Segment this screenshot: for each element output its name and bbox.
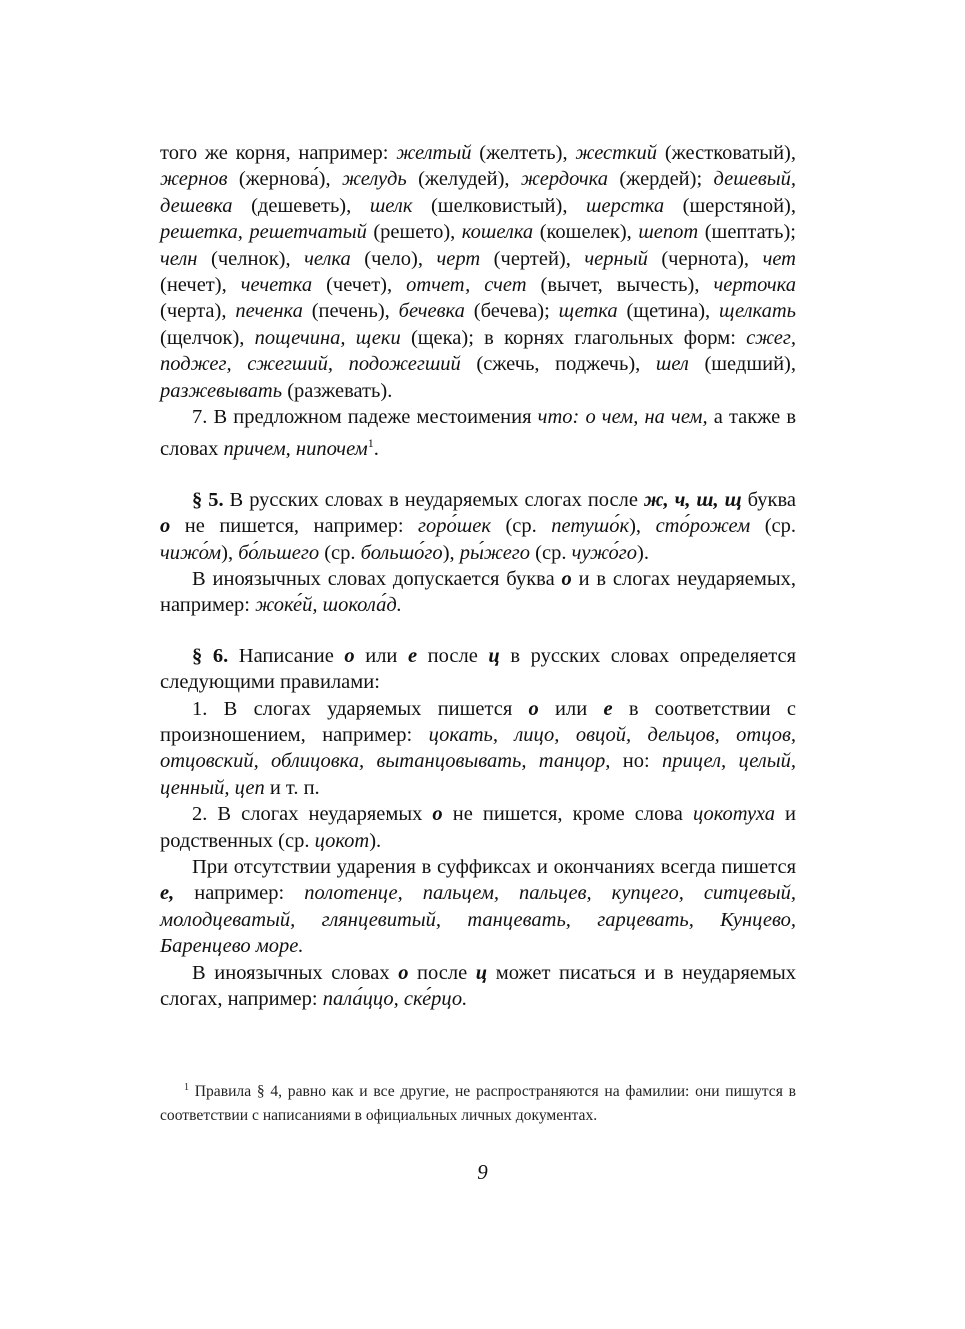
footnote bbox=[160, 1076, 796, 1127]
text-run: (шептать); bbox=[698, 221, 796, 244]
text-run: В русских словах в неударяемых слогах после bbox=[223, 488, 644, 511]
text-run: (кошелек), bbox=[533, 221, 639, 244]
text-run: жердочка bbox=[520, 168, 608, 191]
text-run: о bbox=[398, 961, 409, 984]
text-run: щелкать bbox=[719, 300, 796, 323]
text-run: (чело), bbox=[350, 247, 437, 270]
text-run: е bbox=[407, 644, 418, 667]
text-run: (желудей), bbox=[406, 168, 521, 191]
text-run: (щека); в корнях глагольных форм: bbox=[400, 326, 747, 349]
text-run: ), bbox=[629, 515, 656, 538]
text-run: е bbox=[603, 697, 613, 720]
text-run: ц bbox=[475, 961, 488, 984]
text-run: чужо́го bbox=[571, 541, 638, 564]
text-run: шелк bbox=[369, 194, 413, 217]
text-run: может писаться и в неударяемых слогах, например: bbox=[160, 961, 796, 1011]
text-run: сжег, поджег, сжегший, подожегший bbox=[160, 326, 796, 376]
text-run: пала́ццо, ске́рцо. bbox=[322, 988, 468, 1011]
text-run: Правила § 4, равно как и все другие, не распространяются на фамилии: они пишутся в соответствии с написаниями в официальных личных документах. bbox=[160, 1083, 796, 1124]
text-run: бечевка bbox=[398, 300, 465, 323]
text-run: (дешеветь), bbox=[232, 194, 370, 217]
text-run: о bbox=[528, 697, 539, 720]
text-run: ры́жего bbox=[459, 541, 531, 564]
section-6-unstressed bbox=[160, 854, 796, 960]
text-run: (чечет), bbox=[312, 274, 407, 297]
page-number: 9 bbox=[477, 1160, 488, 1184]
text-run: (ср. bbox=[750, 515, 796, 538]
text-run: ц bbox=[488, 644, 500, 667]
text-run: ). bbox=[637, 541, 649, 564]
text-run: ж, ч, ш, щ bbox=[643, 488, 742, 511]
text-run: (чертей), bbox=[480, 247, 585, 270]
text-run: ), bbox=[442, 541, 460, 564]
text-run: например: bbox=[174, 882, 305, 905]
text-run: черный bbox=[584, 247, 648, 270]
text-run: шепот bbox=[638, 221, 699, 244]
text-run: цокать, лицо, овцой, дельцов, отцов, отцовский, облицовка, вытанцовывать, танцор, bbox=[160, 723, 796, 773]
text-run: бо́льшего bbox=[238, 541, 320, 564]
section-5-foreign-words bbox=[160, 566, 796, 619]
text-run: щетка bbox=[558, 300, 618, 323]
text-run: (вычет, вычесть), bbox=[526, 274, 714, 297]
text-run: желтый bbox=[396, 142, 472, 164]
text-run: Написание bbox=[228, 644, 345, 667]
text-run: (решето), bbox=[366, 221, 462, 244]
text-run: о bbox=[561, 567, 572, 590]
text-run: шерстка bbox=[586, 194, 665, 217]
text-run: того же корня, например: bbox=[160, 142, 397, 164]
text-run: пощечина, щеки bbox=[254, 326, 401, 349]
text-run: § 6. bbox=[192, 644, 229, 667]
text-run: (щетина), bbox=[617, 300, 720, 323]
text-run: челн bbox=[160, 247, 198, 270]
text-run: (чернота), bbox=[647, 247, 763, 270]
text-run: 1 bbox=[184, 1082, 189, 1093]
text-run: в русских словах определяется следующими правилами: bbox=[160, 644, 796, 694]
text-run: в соответствии с произношением, например: bbox=[160, 697, 796, 746]
text-run: (жернова́), bbox=[227, 168, 342, 191]
text-run: 2. В слогах неударяемых bbox=[192, 803, 433, 826]
text-run: что: о чем, на чем, bbox=[537, 406, 708, 429]
page-body bbox=[160, 140, 796, 1012]
text-run: 1 bbox=[367, 436, 374, 451]
text-run: сто́рожем bbox=[655, 515, 751, 538]
text-run: и в слогах неударяемых, например: bbox=[160, 567, 796, 617]
text-run: жоке́й, шокола́д. bbox=[255, 594, 402, 617]
text-run: (сжечь, поджечь), bbox=[460, 353, 656, 376]
text-run: (черта), bbox=[160, 300, 236, 323]
rule-7-paragraph bbox=[160, 404, 796, 463]
text-run: 7. В предложном падеже местоимения bbox=[192, 406, 538, 429]
text-run: черточка bbox=[713, 274, 796, 297]
text-run: о bbox=[160, 515, 171, 538]
text-run: большо́го bbox=[360, 541, 443, 564]
text-run: челка bbox=[304, 247, 351, 270]
text-run: . bbox=[373, 438, 379, 461]
section-6-foreign-words bbox=[160, 960, 796, 1013]
text-run: чечетка bbox=[240, 274, 313, 297]
text-run: е, bbox=[160, 882, 175, 905]
section-6-intro bbox=[160, 643, 796, 696]
text-run: причем, нипочем bbox=[223, 438, 368, 461]
section-6-rule-2 bbox=[160, 801, 796, 854]
text-run: отчет, счет bbox=[406, 274, 527, 297]
text-run: чижо́м bbox=[160, 541, 222, 564]
text-run: (шелковистый), bbox=[412, 194, 587, 217]
text-run: (бечева); bbox=[464, 300, 559, 323]
section-5-paragraph bbox=[160, 487, 796, 566]
text-run: горо́шек bbox=[418, 515, 491, 538]
text-run: В иноязычных словах допускается буква bbox=[192, 567, 562, 590]
text-run: (жердей); bbox=[608, 168, 714, 191]
text-run: § 5. bbox=[192, 488, 224, 511]
text-run: или bbox=[354, 644, 408, 667]
text-run: разжевывать bbox=[160, 379, 283, 402]
text-run: решетка, решетчатый bbox=[160, 221, 367, 244]
text-run: петушо́к bbox=[551, 515, 630, 538]
text-run: 1. В слогах ударяемых пишется bbox=[192, 697, 529, 720]
text-run: шел bbox=[655, 353, 689, 376]
text-run: буква bbox=[741, 488, 797, 511]
text-run: жесткий bbox=[575, 142, 658, 164]
text-run: (ср. bbox=[319, 541, 361, 564]
text-run: и т. п. bbox=[264, 776, 320, 799]
text-run: не пишется, кроме слова bbox=[442, 803, 693, 826]
text-run: чет bbox=[762, 247, 796, 270]
text-run: (желтеть), bbox=[471, 142, 576, 164]
text-run: (разжевать). bbox=[282, 379, 393, 402]
text-run: после bbox=[408, 961, 476, 984]
text-run: или bbox=[538, 697, 604, 720]
text-run: прицел, целый, ценный, цеп bbox=[160, 750, 796, 799]
text-run: (шерстяной), bbox=[664, 194, 796, 217]
text-run: но: bbox=[610, 750, 662, 773]
text-run: черт bbox=[436, 247, 481, 270]
section-6-rule-1 bbox=[160, 696, 796, 802]
text-run: В иноязычных словах bbox=[192, 961, 399, 984]
text-run: (ср. bbox=[530, 541, 572, 564]
text-run: цокот bbox=[314, 829, 370, 852]
text-run: и родственных (ср. bbox=[160, 803, 796, 852]
text-run: (печень), bbox=[302, 300, 399, 323]
text-run: не пишется, например: bbox=[170, 515, 419, 538]
text-run: а также в словах bbox=[160, 406, 797, 461]
text-run: после bbox=[417, 644, 489, 667]
section-4-continuation bbox=[160, 140, 796, 404]
text-run: (жестковатый), bbox=[657, 142, 797, 164]
text-run: (щелчок), bbox=[160, 326, 255, 349]
text-run: желудь bbox=[341, 168, 407, 191]
text-run: ). bbox=[369, 829, 382, 852]
text-run: жернов bbox=[160, 168, 228, 191]
text-run: полотенце, пальцем, пальцев, купцего, ситцевый, молодцеватый, глянцевитый, танцевать, гарцевать, Кунцево, Баренцево море. bbox=[160, 882, 796, 958]
text-run: ), bbox=[221, 541, 239, 564]
text-run: (нечет), bbox=[160, 274, 241, 297]
text-run: кошелка bbox=[461, 221, 534, 244]
text-run: о bbox=[344, 644, 355, 667]
text-run: (челнок), bbox=[197, 247, 305, 270]
text-run: цокотуха bbox=[692, 803, 775, 826]
text-run: о bbox=[432, 803, 443, 826]
text-run: (ср. bbox=[490, 515, 552, 538]
text-run: дешевый, дешевка bbox=[160, 168, 796, 217]
text-run: печенка bbox=[235, 300, 303, 323]
text-run: При отсутствии ударения в суффиксах и окончаниях всегда пишется bbox=[192, 855, 796, 878]
text-run: (шедший), bbox=[688, 353, 796, 376]
